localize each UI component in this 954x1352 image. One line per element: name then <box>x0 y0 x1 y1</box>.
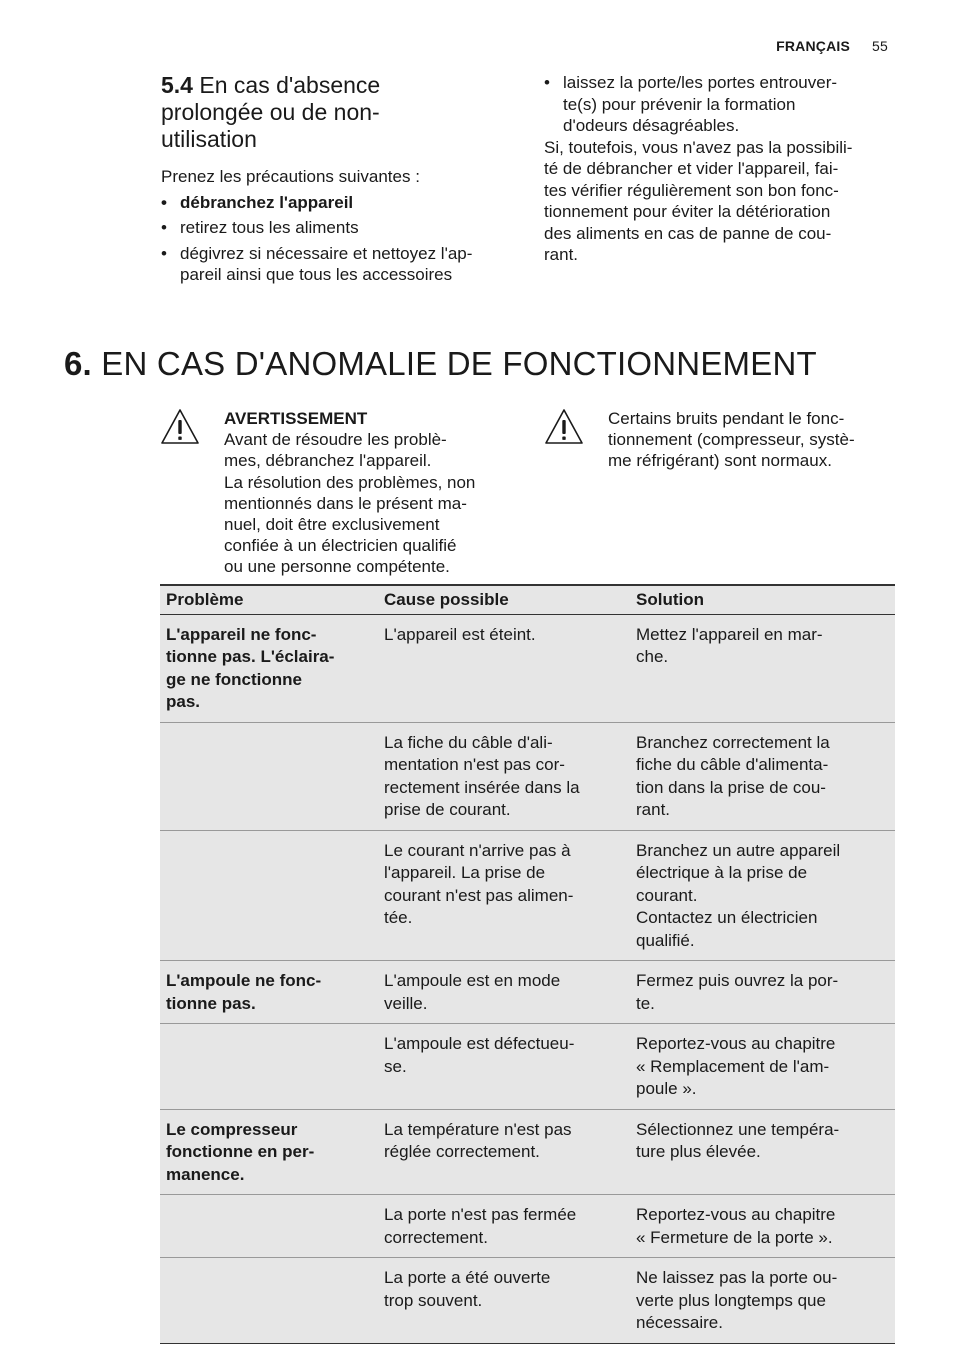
problem-cell <box>160 1258 378 1344</box>
solution-cell: Sélectionnez une tempéra- ture plus élevée. <box>630 1109 895 1195</box>
problem-cell: Le compresseur fonctionne en per- manence. <box>160 1109 378 1195</box>
list-item: • laissez la porte/les portes entrouver- te(s) pour prévenir la formation d'odeurs désagréables. <box>544 72 899 137</box>
cause-cell: La température n'est pas réglée correctement. <box>378 1109 630 1195</box>
page-number: 55 <box>872 38 888 54</box>
warning-triangle-icon <box>160 408 200 446</box>
cause-cell: Le courant n'arrive pas à l'appareil. La prise de courant n'est pas alimen- tée. <box>378 830 630 961</box>
solution-cell: Branchez un autre appareil électrique à la prise de courant. Contactez un électricien qualifié. <box>630 830 895 961</box>
section-title <box>161 72 521 153</box>
info-box <box>544 408 904 478</box>
warning-text: AVERTISSEMENT Avant de résoudre les problè- mes, débranchez l'appareil. La résolution des problèmes, non mentionnés dans le présent ma- nuel, doit être exclusivement confiée à un électricien qualifié ou une personne compétente. <box>224 409 476 577</box>
cause-cell: L'ampoule est en mode veille. <box>378 961 630 1024</box>
cause-cell: L'appareil est éteint. <box>378 614 630 722</box>
cause-cell: L'ampoule est défectueu- se. <box>378 1024 630 1110</box>
solution-cell: Fermez puis ouvrez la por- te. <box>630 961 895 1024</box>
cause-cell: La porte a été ouverte trop souvent. <box>378 1258 630 1344</box>
warning-title: AVERTISSEMENT <box>224 409 368 428</box>
list-item: • retirez tous les aliments <box>161 217 521 239</box>
solution-cell: Mettez l'appareil en mar- che. <box>630 614 895 722</box>
precaution-list <box>161 192 521 286</box>
solution-cell: Branchez correctement la fiche du câble d'alimenta- tion dans la prise de cou- rant. <box>630 722 895 830</box>
section-title-line: En cas d'absence <box>199 72 381 98</box>
column-header-problem: Problème <box>160 585 378 614</box>
section-intro: Prenez les précautions suivantes : <box>161 167 420 186</box>
table-header-row <box>160 585 895 614</box>
section-title-line: prolongée ou de non- <box>161 99 380 125</box>
section-title-line: utilisation <box>161 126 257 152</box>
problem-cell <box>160 1024 378 1110</box>
table-body <box>160 614 895 1343</box>
section-number: 5.4 <box>161 72 193 98</box>
table-row <box>160 1195 895 1258</box>
cause-cell: La fiche du câble d'ali- mentation n'est pas cor- rectement insérée dans la prise de courant. <box>378 722 630 830</box>
column-header-solution: Solution <box>630 585 895 614</box>
warning-box <box>160 408 520 578</box>
table-row <box>160 614 895 722</box>
cause-cell: La porte n'est pas fermée correctement. <box>378 1195 630 1258</box>
table-row <box>160 1024 895 1110</box>
language-label: FRANÇAIS <box>776 38 851 54</box>
section-paragraph: Si, toutefois, vous n'avez pas la possibili- té de débrancher et vider l'appareil, fai- tes vérifier régulièrement son bon fonc- tionnement pour éviter la détérioration des aliments en cas de panne de cou- rant. <box>544 137 853 264</box>
table-row <box>160 961 895 1024</box>
solution-cell: Reportez-vous au chapitre « Fermeture de la porte ». <box>630 1195 895 1258</box>
list-item: • dégivrez si nécessaire et nettoyez l'ap- pareil ainsi que tous les accessoires <box>161 243 521 286</box>
problem-cell: L'appareil ne fonc- tionne pas. L'éclaira- ge ne fonctionne pas. <box>160 614 378 722</box>
list-item: • débranchez l'appareil <box>161 192 521 214</box>
problem-cell: L'ampoule ne fonc- tionne pas. <box>160 961 378 1024</box>
page-header <box>776 38 888 54</box>
solution-cell: Ne laissez pas la porte ou- verte plus longtemps que nécessaire. <box>630 1258 895 1344</box>
table-row <box>160 1258 895 1344</box>
problem-cell <box>160 830 378 961</box>
table-row <box>160 830 895 961</box>
troubleshooting-table <box>160 584 895 1344</box>
precaution-list-continued <box>544 72 899 137</box>
problem-cell <box>160 1195 378 1258</box>
chapter-number: 6. <box>64 345 92 382</box>
chapter-title-text: EN CAS D'ANOMALIE DE FONCTIONNEMENT <box>101 345 817 382</box>
solution-cell: Reportez-vous au chapitre « Remplacement de l'am- poule ». <box>630 1024 895 1110</box>
warning-triangle-icon <box>544 408 584 446</box>
info-text: Certains bruits pendant le fonc- tionnement (compresseur, systè- me réfrigérant) sont normaux. <box>608 409 855 471</box>
table-row <box>160 722 895 830</box>
chapter-title <box>64 345 817 383</box>
table-row <box>160 1109 895 1195</box>
column-header-cause: Cause possible <box>378 585 630 614</box>
section-5-4-right <box>544 72 899 266</box>
section-5-4-left <box>161 72 521 286</box>
problem-cell <box>160 722 378 830</box>
